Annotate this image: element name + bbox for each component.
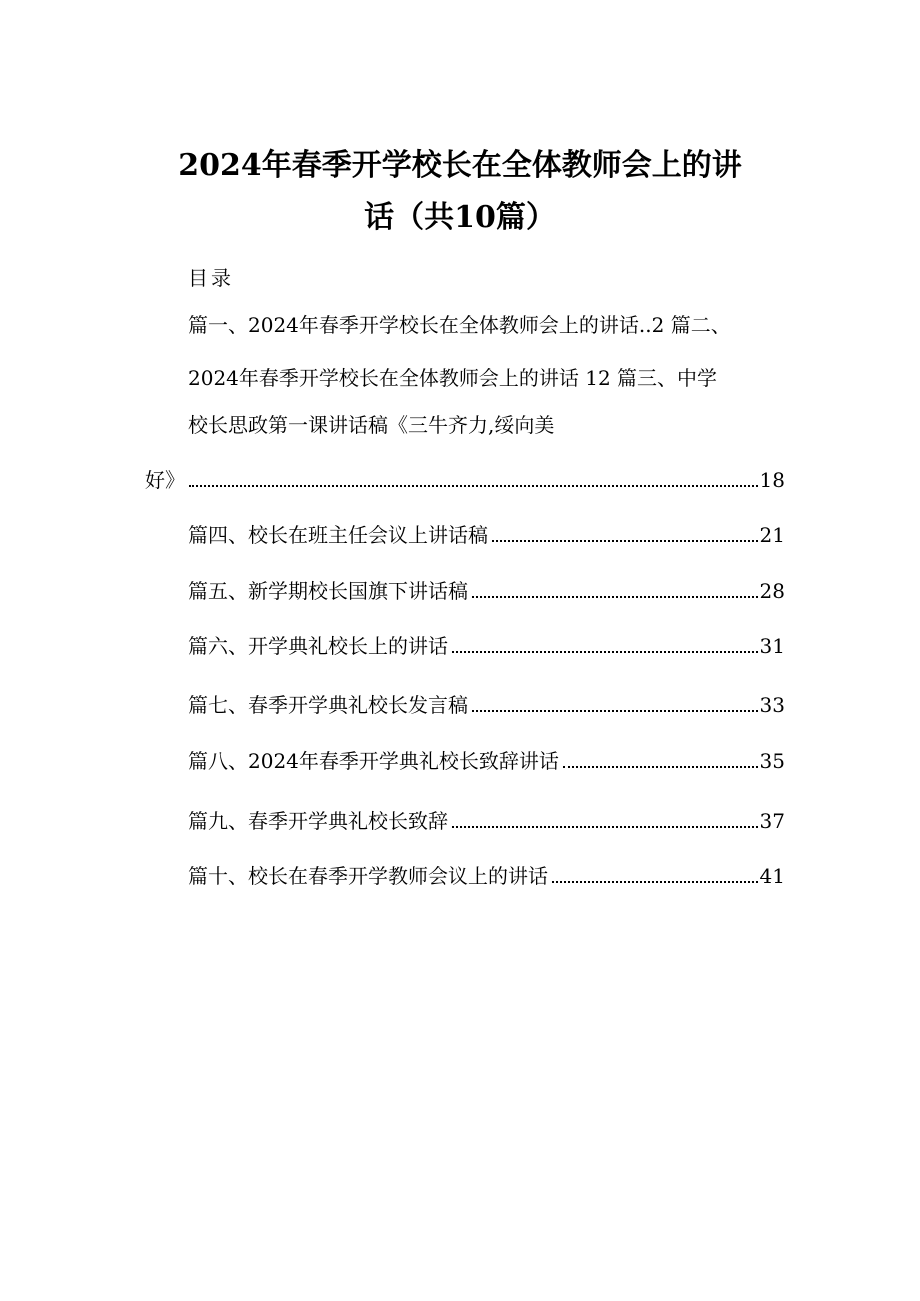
toc-entry-label: 篇九、春季开学典礼校长致辞 bbox=[188, 809, 448, 833]
toc-entry-label: 篇六、开学典礼校长上的讲话 bbox=[188, 634, 448, 658]
toc-entry-page: 28 bbox=[759, 579, 785, 603]
toc-entry-page: 35 bbox=[759, 749, 785, 773]
toc-entry-page: 21 bbox=[759, 523, 785, 547]
toc-paragraph-line: 2024年春季开学校长在全体教师会上的讲话 12 篇三、中学 bbox=[188, 366, 718, 390]
toc-entry-page: 31 bbox=[759, 634, 785, 658]
toc-entry-label: 篇十、校长在春季开学教师会议上的讲话 bbox=[188, 864, 548, 888]
toc-entry-label: 篇七、春季开学典礼校长发言稿 bbox=[188, 693, 468, 717]
toc-entry[interactable] bbox=[188, 691, 785, 719]
toc-dot-leader bbox=[492, 540, 758, 542]
toc-entry[interactable] bbox=[188, 862, 785, 890]
toc-entry-page: 37 bbox=[759, 809, 785, 833]
toc-entry[interactable] bbox=[188, 747, 785, 775]
toc-dot-leader bbox=[189, 485, 758, 487]
toc-entry-label: 篇四、校长在班主任会议上讲话稿 bbox=[188, 523, 488, 547]
toc-entry-label: 篇五、新学期校长国旗下讲话稿 bbox=[188, 579, 468, 603]
toc-entry-page: 18 bbox=[759, 468, 785, 492]
toc-dot-leader bbox=[452, 651, 758, 653]
toc-entry-label: 好》 bbox=[145, 468, 185, 492]
toc-heading: 目录 bbox=[188, 266, 234, 290]
document-title-line-2: 话（共10篇） bbox=[364, 200, 556, 235]
toc-paragraph-line: 篇一、2024年春季开学校长在全体教师会上的讲话..2 篇二、 bbox=[188, 313, 731, 337]
document-title-line-1: 2024年春季开学校长在全体教师会上的讲 bbox=[178, 148, 742, 183]
toc-entry[interactable] bbox=[188, 577, 785, 605]
toc-entry-page: 33 bbox=[759, 693, 785, 717]
toc-dot-leader bbox=[472, 710, 758, 712]
toc-entry[interactable] bbox=[145, 466, 785, 494]
toc-entry-label: 篇八、2024年春季开学典礼校长致辞讲话 bbox=[188, 749, 559, 773]
toc-dot-leader bbox=[552, 881, 758, 883]
toc-entry[interactable] bbox=[188, 632, 785, 660]
toc-dot-leader bbox=[472, 596, 758, 598]
toc-dot-leader bbox=[563, 766, 758, 768]
toc-dot-leader bbox=[452, 826, 758, 828]
toc-entry[interactable] bbox=[188, 807, 785, 835]
toc-entry-page: 41 bbox=[759, 864, 785, 888]
toc-paragraph-line: 校长思政第一课讲话稿《三牛齐力,绥向美 bbox=[188, 413, 555, 437]
toc-entry[interactable] bbox=[188, 521, 785, 549]
